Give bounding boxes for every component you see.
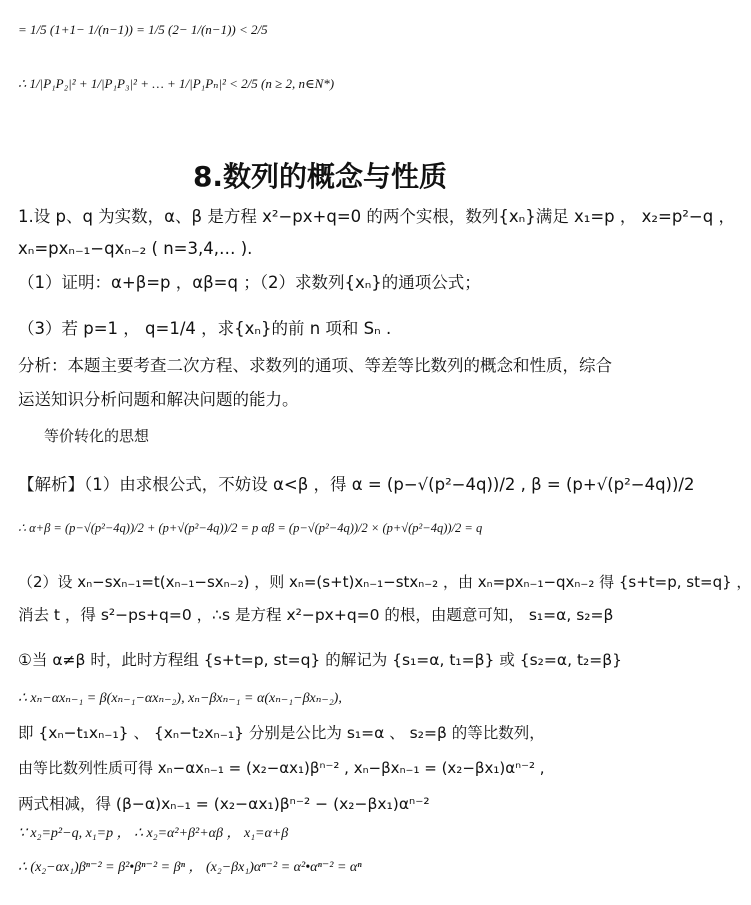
problem-line-2: xₙ=pxₙ₋₁−qxₙ₋₂ ( n=3,4,… ). xyxy=(18,239,253,258)
top-line-2: ∴ 1/|P₁P₂|² + 1/|P₁P₃|² + … + 1/|P₁Pₙ|² < 2/5 (n ≥ 2, n∈N*) xyxy=(18,76,335,91)
analysis-line-2: 运送知识分析问题和解决问题的能力。 xyxy=(18,390,299,409)
solution-line-4: 消去 t ，得 s²−ps+q=0 ，∴s 是方程 x²−px+q=0 的根，由题意可知， s₁=α, s₂=β xyxy=(18,606,614,624)
section-title: 8.数列的概念与性质 xyxy=(192,160,448,193)
problem-line-4: （3）若 p=1 ， q=1/4 ，求{xₙ}的前 n 项和 Sₙ . xyxy=(18,319,392,338)
solution-line-2: ∴ α+β = (p−√(p²−4q))/2 + (p+√(p²−4q))/2 = p αβ = (p−√(p²−4q))/2 × (p+√(p²−4q))/2 = q xyxy=(18,521,483,535)
solution-line-7: 即 {xₙ−t₁xₙ₋₁} 、 {xₙ−t₂xₙ₋₁} 分别是公比为 s₁=α 、 s₂=β 的等比数列， xyxy=(18,724,545,742)
analysis-line-3: 等价转化的思想 xyxy=(44,427,150,445)
solution-line-6: ∴ xₙ−αxₙ₋₁ = β(xₙ₋₁−αxₙ₋₂), xₙ−βxₙ₋₁ = α(xₙ₋₁−βxₙ₋₂), xyxy=(18,691,342,706)
problem-line-1: 1.设 p、q 为实数，α、β 是方程 x²−px+q=0 的两个实根，数列{xₙ}满足 x₁=p ， x₂=p²−q ， xyxy=(18,207,735,226)
solution-line-11: ∴ (x₂−αx₁)βⁿ⁻² = β²•βⁿ⁻² = βⁿ ， (x₂−βx₁)αⁿ⁻² = α²•αⁿ⁻² = αⁿ xyxy=(18,860,362,875)
solution-line-9: 两式相减，得 (β−α)xₙ₋₁ = (x₂−αx₁)βⁿ⁻² − (x₂−βx₁)αⁿ⁻² xyxy=(18,795,430,813)
problem-line-3: （1）证明：α+β=p ，αβ=q ；（2）求数列{xₙ}的通项公式； xyxy=(18,273,481,292)
solution-line-10: ∵ x₂=p²−q, x₁=p ， ∴ x₂=α²+β²+αβ ， x₁=α+β xyxy=(18,826,289,841)
solution-line-3: （2）设 xₙ−sxₙ₋₁=t(xₙ₋₁−sxₙ₋₂) ，则 xₙ=(s+t)xₙ₋₁−stxₙ₋₂ ，由 xₙ=pxₙ₋₁−qxₙ₋₂ 得 {s+t=p, st=q} ， xyxy=(18,573,751,591)
top-line-1: = 1/5 (1+1− 1/(n−1)) = 1/5 (2− 1/(n−1)) < 2/5 xyxy=(18,22,268,37)
solution-line-8: 由等比数列性质可得 xₙ−αxₙ₋₁ = (x₂−αx₁)βⁿ⁻² , xₙ−βxₙ₋₁ = (x₂−βx₁)αⁿ⁻² , xyxy=(18,759,545,777)
solution-line-1: 【解析】（1）由求根公式，不妨设 α<β ，得 α = (p−√(p²−4q))/2 , β = (p+√(p²−4q))/2 xyxy=(18,475,695,494)
analysis-line-1: 分析：本题主要考查二次方程、求数列的通项、等差等比数列的概念和性质，综合 xyxy=(18,356,612,375)
solution-line-5: ①当 α≠β 时，此时方程组 {s+t=p, st=q} 的解记为 {s₁=α, t₁=β} 或 {s₂=α, t₂=β} xyxy=(18,651,622,669)
